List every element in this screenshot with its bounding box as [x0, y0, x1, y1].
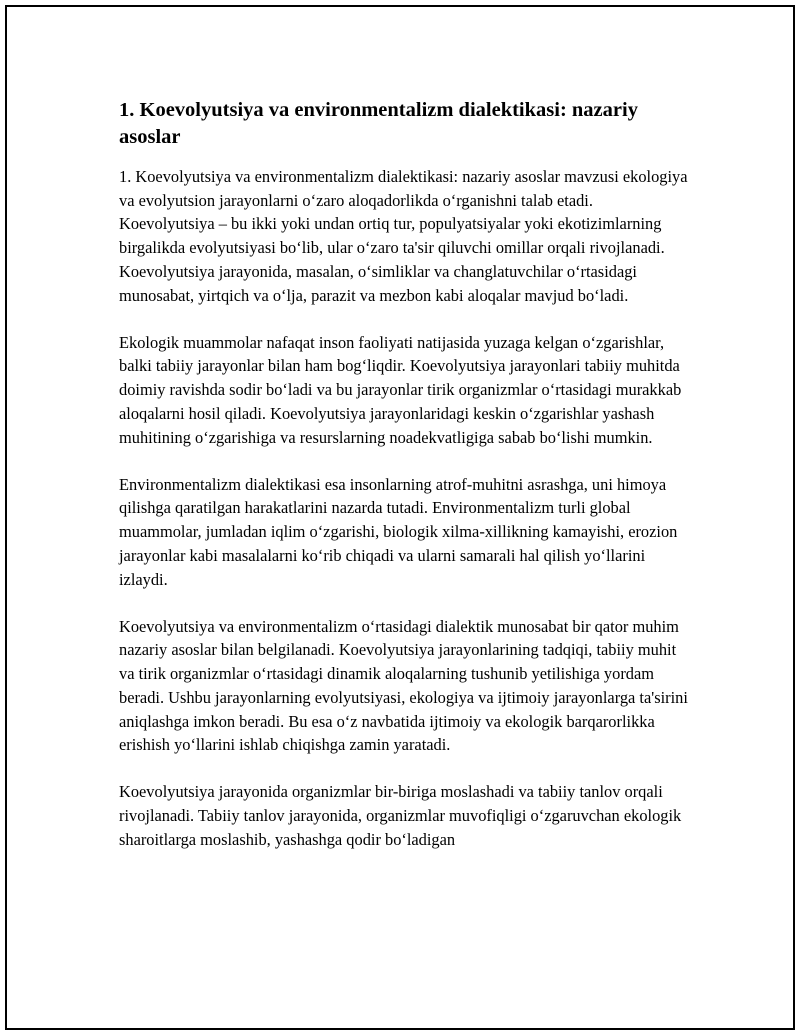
- paragraph-4: Koevolyutsiya va environmentalizm o‘rtasidagi dialektik munosabat bir qator muhim nazariy asoslar bilan belgilanadi. Koevolyutsiya jarayonlarining tadqiqi, tabiiy muhit va tirik organizmlar o‘rtasidagi dinamik aloqalarning tushunib yetilishiga yordam beradi. Ushbu jarayonlarning evolyutsiyasi, ekologiya va ijtimoiy jarayonlarga ta'sirini aniqlashga imkon beradi. Bu esa o‘z navbatida ijtimoiy va ekologik barqarorlikka erishish yo‘llarini ishlab chiqishga zamin yaratadi.: [119, 616, 688, 755]
- paragraph-5: Koevolyutsiya jarayonida organizmlar bir-biriga moslashadi va tabiiy tanlov orqali rivojlanadi. Tabiiy tanlov jarayonida, organizmlar muvofiqligi o‘zgaruvchan ekologik sharoitlarga moslashib, yashashga qodir bo‘ladigan: [119, 782, 682, 849]
- paragraph-2: Ekologik muammolar nafaqat inson faoliyati natijasida yuzaga kelgan o‘zgarishlar, balki tabiiy jarayonlar bilan ham bog‘liqdir. Koevolyutsiya jarayonlari tabiiy muhitda doimiy ravishda sodir bo‘ladi va bu jarayonlar tirik organizmlar o‘rtasidagi murakkab aloqalarni hosil qiladi. Koevolyutsiya jarayonlaridagi keskin o‘zgarishlar yashash muhitining o‘zgarishiga va resurslarning noadekvatligiga sabab bo‘lishi mumkin.: [119, 332, 682, 447]
- paragraph-1: 1. Koevolyutsiya va environmentalizm dialektikasi: nazariy asoslar mavzusi ekologiya va evolyutsion jarayonlarni o‘zaro aloqadorlikda o‘rganishni talab etadi. Koevolyutsiya – bu ikki yoki undan ortiq tur, populyatsiyalar yoki ekotizimlarning birgalikda evolyutsiyasi bo‘lib, ular o‘zaro ta'sir qiluvchi omillar orqali rivojlanadi. Koevolyutsiya jarayonida, masalan, o‘simliklar va changlatuvchilar o‘rtasidagi munosabat, yirtqich va o‘lja, parazit va mezbon kabi aloqalar mavjud bo‘ladi.: [119, 167, 688, 305]
- document-body: [119, 97, 689, 875]
- section-heading: 1. Koevolyutsiya va environmentalizm dialektikasi: nazariy asoslar: [119, 99, 638, 148]
- paragraph-3: Environmentalizm dialektikasi esa insonlarning atrof-muhitni asrashga, uni himoya qilishga qaratilgan harakatlarini nazarda tutadi. Environmentalizm turli global muammolar, jumladan iqlim o‘zgarishi, biologik xilma-xillikning kamayishi, erozion jarayonlar kabi masalalarni ko‘rib chiqadi va ularni samarali hal qilish yo‘llarini izlaydi.: [119, 474, 678, 589]
- page-frame: [5, 5, 795, 1030]
